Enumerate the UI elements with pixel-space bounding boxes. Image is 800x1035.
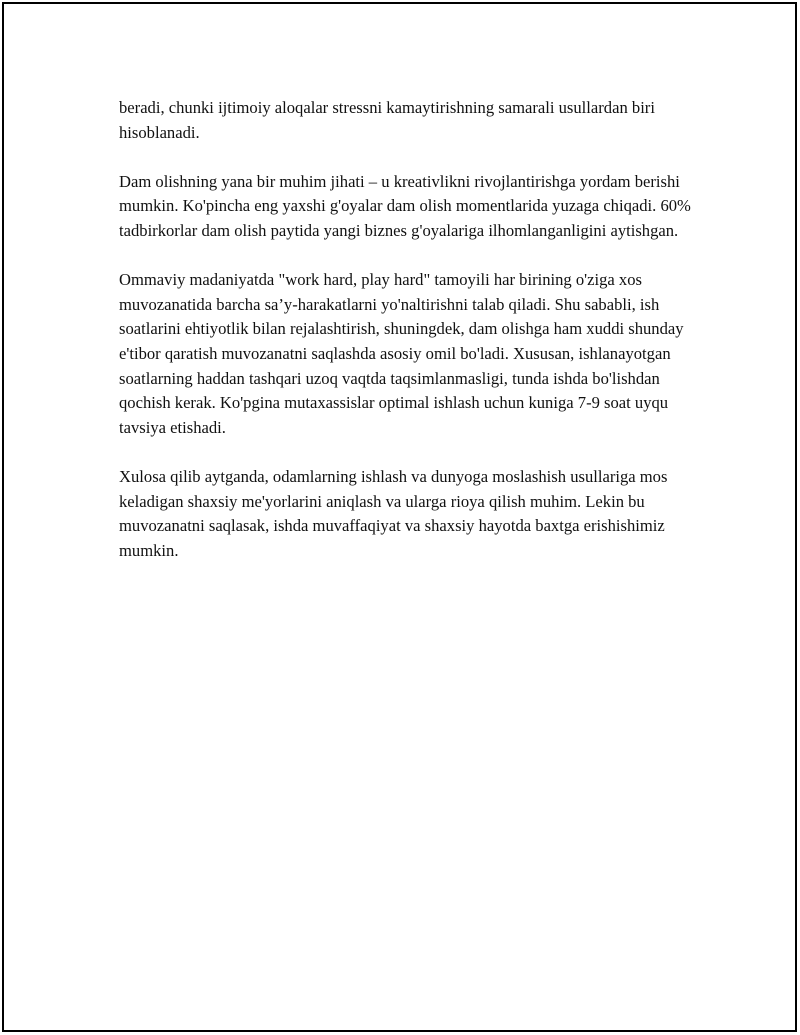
document-body bbox=[119, 96, 699, 588]
paragraph: beradi, chunki ijtimoiy aloqalar stressni kamaytirishning samarali usullardan biri hisoblanadi. bbox=[119, 98, 655, 142]
paragraph: Xulosa qilib aytganda, odamlarning ishlash va dunyoga moslashish usullariga mos keladigan shaxsiy me'yorlarini aniqlash va ularga rioya qilish muhim. Lekin bu muvozanatni saqlasak, ishda muvaffaqiyat va shaxsiy hayotda baxtga erishishimiz mumkin. bbox=[119, 466, 668, 560]
paragraph: Ommaviy madaniyatda "work hard, play hard" tamoyili har birining o'ziga xos muvozanatida barcha sa’y-harakatlarni yo'naltirishni talab qiladi. Shu sababli, ish soatlarini ehtiyotlik bilan rejalashtirish, shuningdek, dam olishga ham xuddi shunday e'tibor qaratish muvozanatni saqlashda asosiy omil bo'ladi. Xususan, ishlanayotgan soatlarning haddan tashqari uzoq vaqtda taqsimlanmasligi, tunda ishda bo'lishdan qochish kerak. Ko'pgina mutaxassislar optimal ishlash uchun kuniga 7-9 soat uyqu tavsiya etishadi. bbox=[119, 270, 684, 437]
paragraph: Dam olishning yana bir muhim jihati – u kreativlikni rivojlantirishga yordam berishi mumkin. Ko'pincha eng yaxshi g'oyalar dam olish momentlarida yuzaga chiqadi. 60% tadbirkorlar dam olish paytida yangi biznes g'oyalariga ilhomlanganligini aytishgan. bbox=[119, 171, 691, 240]
document-page bbox=[2, 2, 797, 1032]
